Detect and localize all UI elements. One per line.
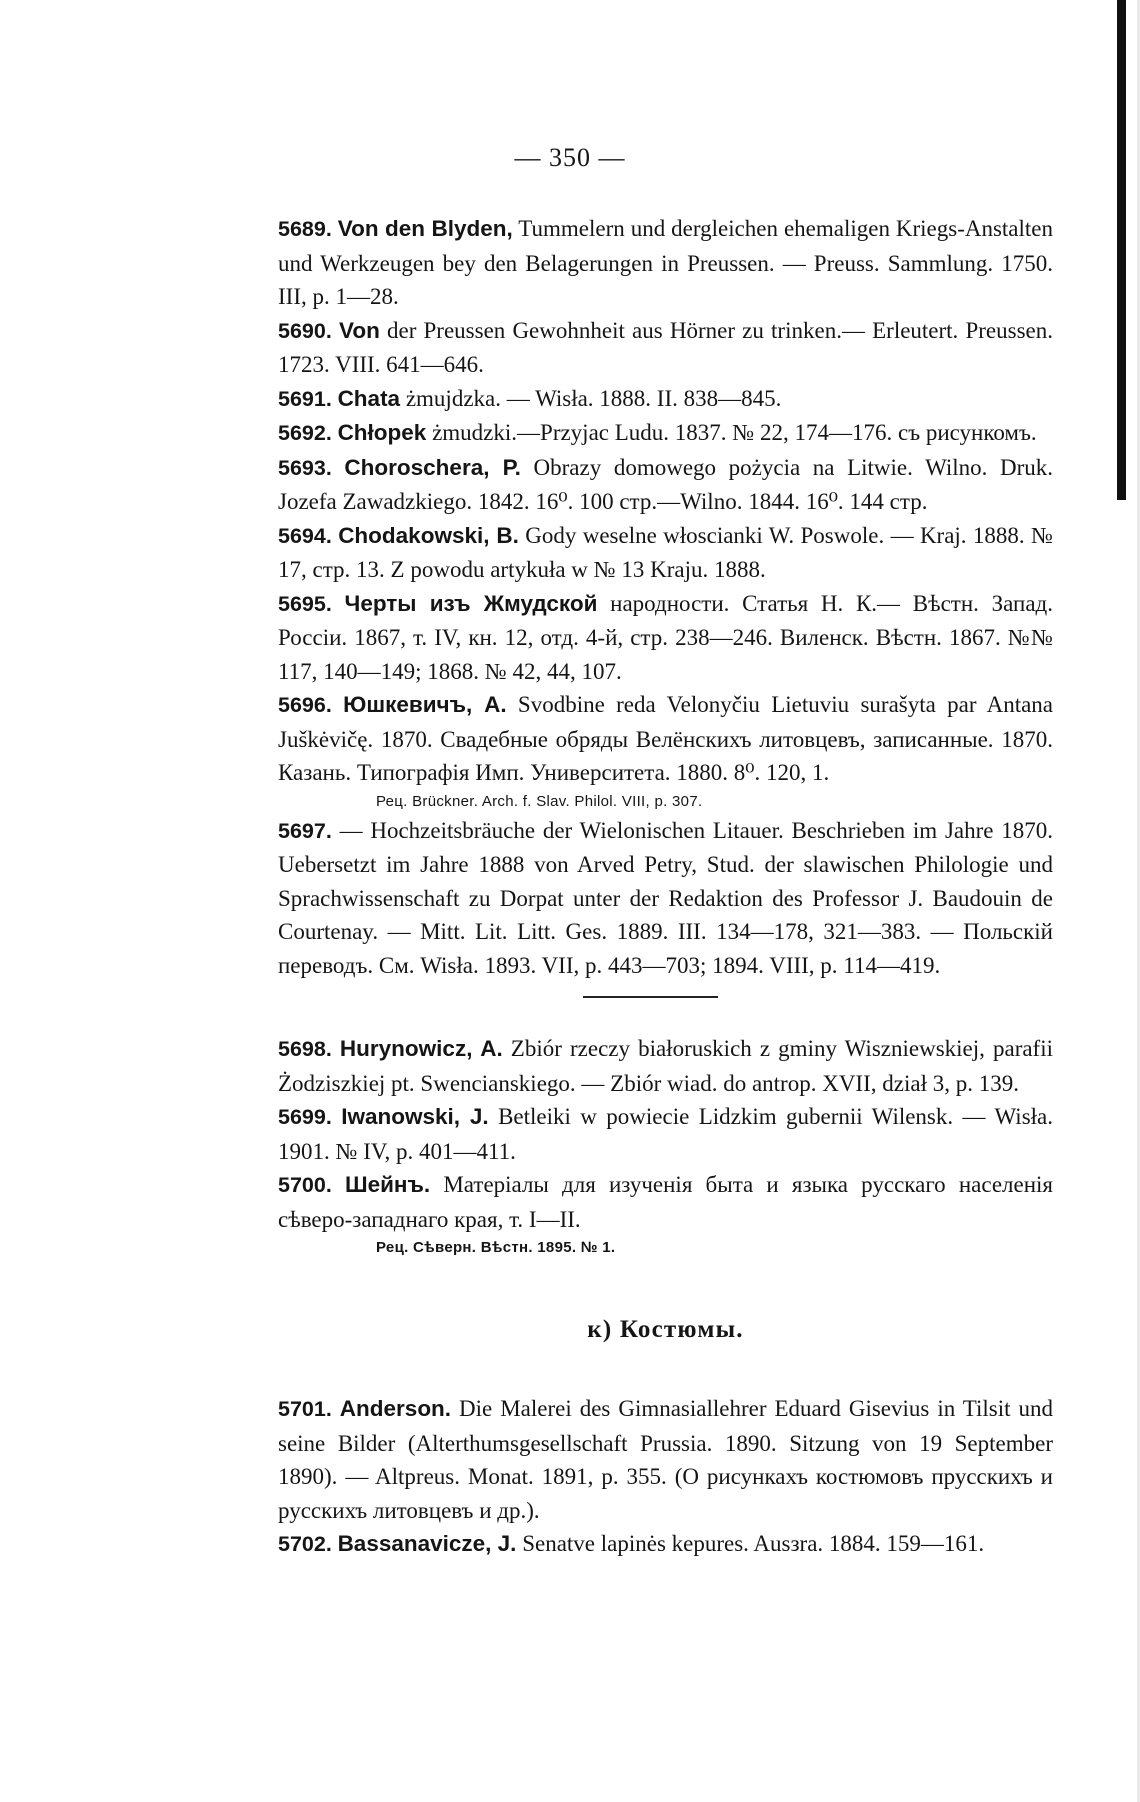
bibliography-entry [278,519,1053,587]
bibliography-entry [278,688,1053,790]
bibliography-entry [278,587,1053,689]
entry-text: Obrazy domowego pożycia na Litwie. Wilno. Druk. Jozefa Zawadzkiego. 1842. 16⁰. 100 стр.—Wilno. 1844. 16⁰. 144 стр. [278,454,1054,514]
entry-author: Chata [337,385,401,411]
entry-text: народности. Статья Н. К.— Вѣстн. Запад. Россiи. 1867, т. IV, кн. 12, отд. 4-й, стр. 238—246. Виленск. Вѣстн. 1867. №№ 117, 140—149; 1868. № 42, 44, 107. [278,590,1053,684]
bibliography-entry [278,451,1053,519]
bibliography-entry [278,212,1053,314]
entry-author: Chłopek [337,420,427,445]
entry-number: 5689. [278,217,332,241]
bibliography-entry [278,814,1053,983]
entry-text: Senatve lapinės kepures. Ausзra. 1884. 159—161. [516,1531,985,1556]
bibliography-entry [278,1527,1053,1562]
bibliography-entry [278,416,1053,451]
review-note: Рец. Сѣверн. Вѣстн. 1895. № 1. [376,1239,616,1256]
bibliography-entry [278,382,1053,417]
entry-number: 5698. [278,1037,332,1061]
review-note: Рец. Brückner. Arch. f. Slav. Philol. VIII, p. 307. [376,792,703,810]
entry-number: 5700. [278,1173,332,1197]
entry-text: Gody weselne włoscianki W. Poswole. — Kraj. 1888. № 17, стр. 13. Z powodu artykuła w № 13 Kraju. 1888. [278,522,1053,582]
entry-author: Chodakowski, B. [338,522,519,548]
bibliography-entry [278,1168,1053,1236]
entry-author: Шейнъ. [344,1172,431,1197]
entry-number: 5702. [278,1532,332,1556]
entry-author: Черты изъ Жмудской [344,590,598,616]
entry-number: 5692. [278,421,332,445]
page-edge-shadow [1117,0,1126,500]
bibliography-entry [278,1100,1053,1168]
entry-author: Choroschera, P. [344,454,521,480]
entry-text: żmujdzka. — Wisła. 1888. II. 838—845. [400,385,782,411]
bibliography-entry [278,1032,1053,1100]
page-number: — 350 — [514,143,626,172]
entry-author: Iwanowski, J. [341,1104,489,1129]
entry-author: Hurynowicz, A. [339,1036,503,1061]
entry-number: 5701. [278,1397,332,1421]
separator-rule [583,996,718,998]
entry-text: der Preussen Gewohnheit aus Hörner zu trinken.— Erleutert. Preussen. 1723. VIII. 641—646. [278,317,1053,377]
entry-text: żmudzki.—Przyjac Ludu. 1837. № 22, 174—176. съ рисункомъ. [426,420,1037,445]
entry-text: Tummelern und dergleichen ehemaligen Kriegs-Anstalten und Werkzeugen bey den Belagerungen in Preussen. — Preuss. Sammlung. 1750. III, p. 1—28. [278,216,1054,309]
entry-author: Von [338,317,380,343]
entry-number: 5693. [278,455,332,480]
entry-number: 5697. [278,818,332,843]
entry-number: 5691. [278,386,332,411]
entry-text: — Hochzeitsbräuche der Wielonischen Litauer. Beschrieben im Jahre 1870. Uebersetzt im Jahre 1888 von Arved Petry, Stud. der slawischen Philologie und Sprachwissenschaft zu Dorpat unter der Redaktion des Professor J. Baudouin de Courtenay. — Mitt. Lit. Litt. Ges. 1889. III. 134—178, 321—383. — Польскiй переводъ. См. Wisła. 1893. VII, p. 443—703; 1894. VIII, p. 114—419. [278,817,1053,978]
entry-number: 5695. [278,591,332,616]
entry-author: Anderson. [339,1396,452,1421]
bibliography-entry [278,314,1053,382]
entry-number: 5694. [278,523,332,548]
entry-number: 5690. [278,318,332,343]
entry-author: Bassanavicze, J. [337,1531,517,1556]
entry-text: Betleiki w powiecie Lidzkim gubernii Wilensk. — Wisła. 1901. № IV, p. 401—411. [278,1104,1053,1164]
section-heading: к) Костюмы. [587,1316,744,1343]
entry-author: Юшкевичъ, А. [343,692,507,717]
bibliography-content [278,212,1053,1562]
entry-text: Die Malerei des Gimnasiallehrer Eduard Gisevius in Tilsit und seine Bilder (Alterthumsgesellschaft Prussia. 1890. Sitzung von 19 September 1890). — Altpreus. Monat. 1891, p. 355. (О рисункахъ костюмовъ прусскихъ и русскихъ литовцевъ и др.). [278,1396,1053,1523]
entry-text: Zbiór rzeczy białoruskich z gminy Wiszniewskiej, parafii Żodziszkiej pt. Swencianskiego. — Zbiór wiad. do antrop. XVII, dział 3, p. 139. [278,1036,1053,1096]
entry-author: Von den Blyden, [337,216,513,241]
entry-text: Svodbine reda Velonyčiu Lietuviu surašyta par Antana Juškėvičę. 1870. Свадебные обряды Велёнскихъ литовцевъ, записанные. 1870. Казань. Типографiя Имп. Университета. 1880. 8⁰. 120, 1. [278,692,1053,785]
entry-number: 5696. [278,693,332,717]
bibliography-entry [278,1392,1053,1527]
entry-number: 5699. [278,1105,332,1129]
entry-text: Матерiалы для изученiя быта и языка русскаго населенiя сѣверо-западнаго края, т. I—II. [278,1172,1054,1232]
